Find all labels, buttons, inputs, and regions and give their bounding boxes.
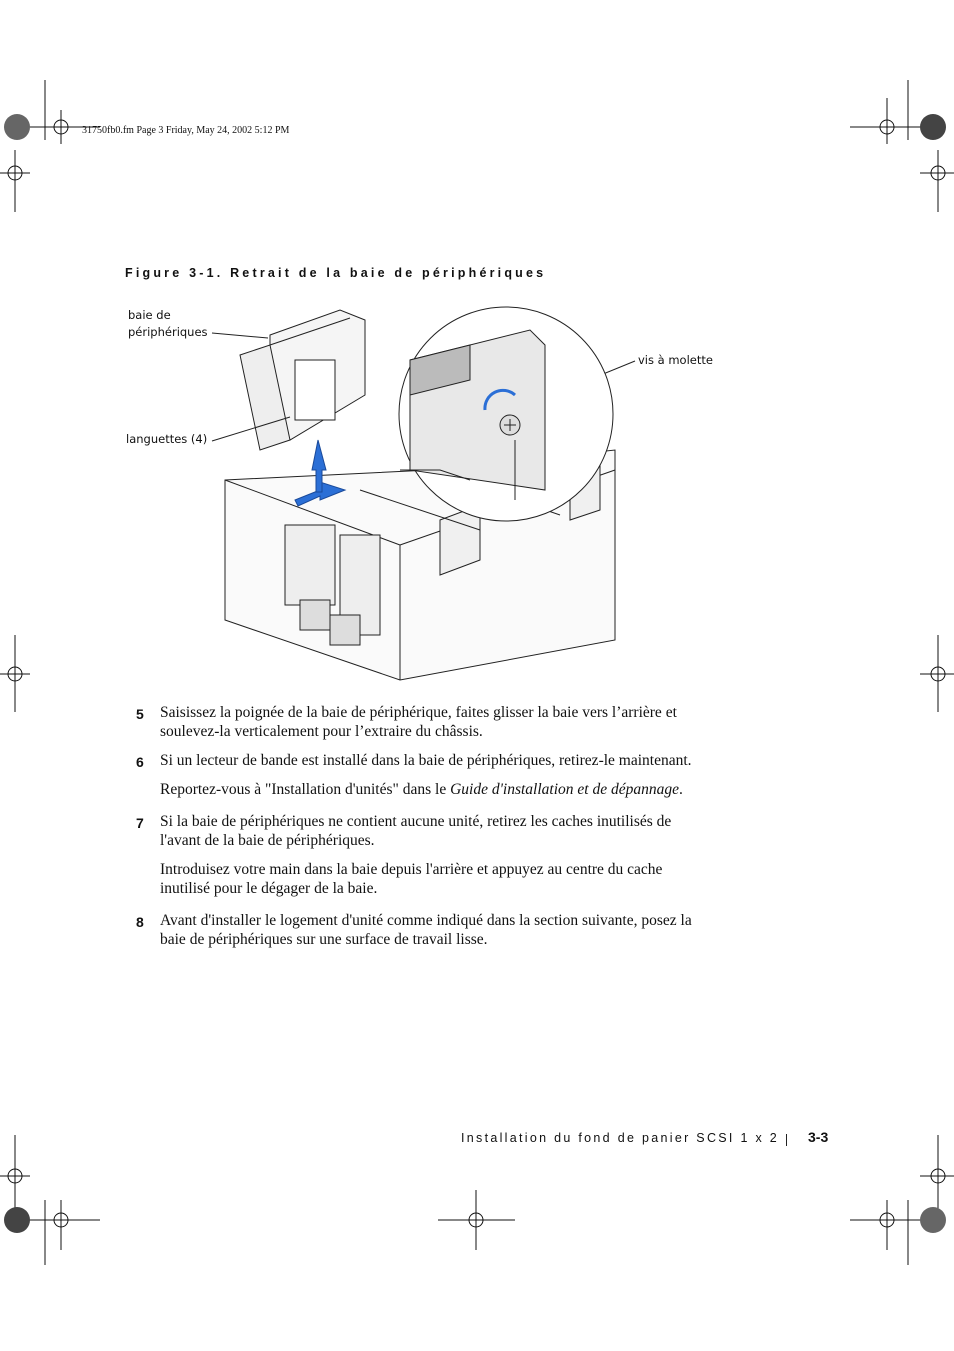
print-header: 31750fb0.fm Page 3 Friday, May 24, 2002 5:12 PM [82,125,290,136]
callout-vis: vis à molette [638,353,713,367]
page-number: 3-3 [808,1129,829,1145]
step-6-line1: Si un lecteur de bande est installé dans la baie de périphériques, retirez-le maintenant. [160,752,692,769]
step-7-number: 7 [136,815,144,831]
step-8-line1: Avant d'installer le logement d'unité comme indiqué dans la section suivante, posez la [160,912,692,929]
guide-title: Guide d'installation et de dépannage [450,781,679,798]
step-7-line2: l'avant de la baie de périphériques. [160,832,375,849]
step-6-number: 6 [136,754,144,770]
step-5-line2: soulevez-la verticalement pour l’extraire du châssis. [160,723,483,740]
figure-caption: Figure 3-1. Retrait de la baie de périphériques [125,266,547,280]
step-7-note-line2: inutilisé pour le dégager de la baie. [160,880,378,897]
step-8-line2: baie de périphériques sur une surface de travail lisse. [160,931,488,948]
step-5-line1: Saisissez la poignée de la baie de périphérique, faites glisser la baie vers l’arrière et [160,704,677,721]
step-6-note-prefix: Reportez-vous à "Installation d'unités" dans le [160,781,451,798]
footer-separator [786,1134,787,1146]
step-8-number: 8 [136,914,144,930]
step-7-note-line1: Introduisez votre main dans la baie depuis l'arrière et appuyez au centre du cache [160,861,663,878]
callout-baie-line2: périphériques [128,325,208,339]
callout-baie-line1: baie de [128,308,171,322]
step-6-note-suffix: . [678,781,683,798]
footer-title: Installation du fond de panier SCSI 1 x 2 [461,1131,780,1145]
step-6-note [160,780,750,800]
step-7-line1: Si la baie de périphériques ne contient aucune unité, retirez les caches inutilisés de [160,813,672,830]
step-5-number: 5 [136,706,144,722]
callout-languettes: languettes (4) [126,432,208,446]
